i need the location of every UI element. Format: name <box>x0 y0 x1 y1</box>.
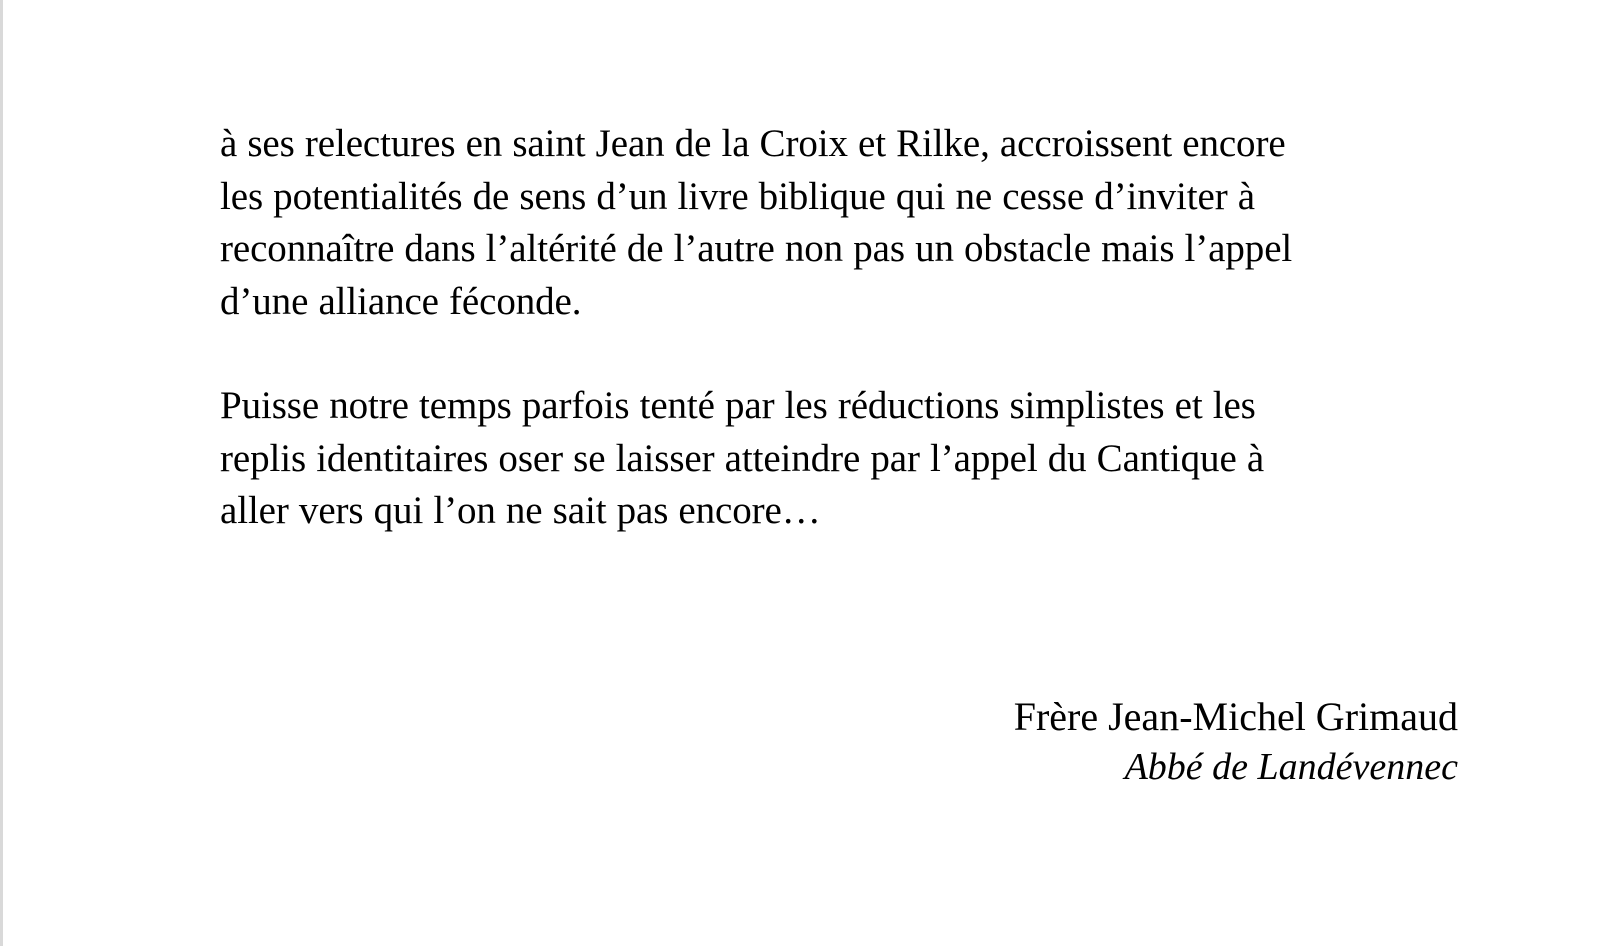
paragraph-line: les potentialités de sens d’un livre biblique qui ne cesse d’inviter à <box>220 174 1255 218</box>
document-page <box>220 118 1460 538</box>
paragraph-line: d’une alliance féconde. <box>220 279 582 323</box>
paragraph-line: replis identitaires oser se laisser atteindre par l’appel du Cantique à <box>220 436 1265 480</box>
paragraph-1 <box>220 118 1460 328</box>
paragraph-line: aller vers qui l’on ne sait pas encore… <box>220 489 821 532</box>
signature-block <box>1014 692 1458 792</box>
paragraph-line: reconnaître dans l’altérité de l’autre non pas un obstacle mais l’appel <box>220 227 1293 270</box>
signature-title: Abbé de Landévennec <box>1124 746 1458 788</box>
page-edge <box>0 0 3 946</box>
paragraph-2 <box>220 380 1460 538</box>
paragraph-line: à ses relectures en saint Jean de la Croix et Rilke, accroissent encore <box>220 122 1286 165</box>
signature-name: Frère Jean-Michel Grimaud <box>1013 694 1458 739</box>
paragraph-line: Puisse notre temps parfois tenté par les réductions simplistes et les <box>220 384 1256 427</box>
